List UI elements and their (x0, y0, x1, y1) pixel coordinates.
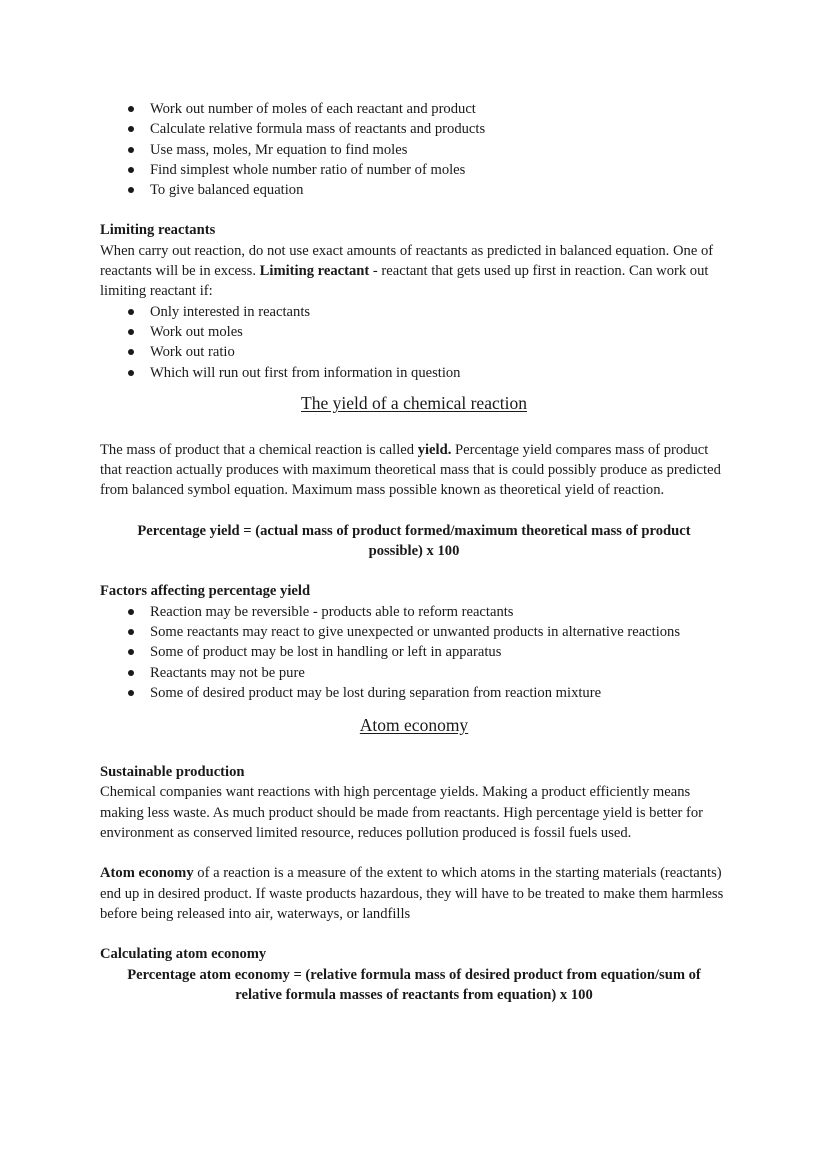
list-item: Find simplest whole number ratio of number of moles (100, 160, 728, 180)
percentage-yield-formula: Percentage yield = (actual mass of product formed/maximum theoretical mass of product possible) x 100 (137, 522, 691, 560)
list-item: Work out number of moles of each reactant and product (100, 99, 728, 119)
yield-paragraph (100, 440, 728, 501)
list-item: Only interested in reactants (100, 302, 728, 322)
list-item: Work out moles (100, 322, 728, 342)
atom-economy-term: Atom economy (100, 865, 194, 882)
limiting-text-2: - reactant that gets used up first in reaction. Can work out limiting reactant if: (100, 263, 709, 300)
intro-bullet-list (100, 99, 728, 200)
list-item: Calculate relative formula mass of reactants and products (100, 119, 728, 139)
calculating-atom-economy-title: Calculating atom economy (100, 946, 267, 963)
limiting-text-1: When carry out reaction, do not use exact amounts of reactants as predicted in balanced equation. One of reactants will be in excess. (100, 242, 714, 280)
yield-term: yield. (417, 441, 452, 458)
list-item: Some of product may be lost in handling or left in apparatus (100, 642, 728, 662)
sustainable-production-paragraph: Chemical companies want reactions with high percentage yields. Making a product efficiently means making less waste. As much product should be made from reactants. High percentage yield is better for environment as conserved limited resource, reduces pollution produced is fossil fuels used. (100, 784, 704, 842)
list-item: Reaction may be reversible - products able to reform reactants (100, 602, 728, 622)
list-item: Use mass, moles, Mr equation to find moles (100, 140, 728, 160)
document-page (100, 99, 728, 1005)
limiting-reactants-paragraph (100, 241, 728, 302)
list-item: Work out ratio (100, 342, 728, 362)
list-item: Some of desired product may be lost during separation from reaction mixture (100, 683, 728, 703)
limiting-bullet-list (100, 302, 728, 383)
atom-economy-definition: of a reaction is a measure of the extent to which atoms in the starting materials (reactants) end up in desired product. If waste products hazardous, they will have to be treated to make them harmless before being released into air, waterways, or landfills (100, 865, 724, 922)
list-item: Some reactants may react to give unexpected or unwanted products in alternative reactions (100, 622, 728, 642)
yield-text-1: The mass of product that a chemical reaction is called (100, 441, 418, 458)
atom-economy-heading: Atom economy (359, 715, 469, 736)
list-item: Reactants may not be pure (100, 663, 728, 683)
factors-bullet-list (100, 602, 728, 703)
yield-text-2: Percentage yield compares mass of product that reaction actually produces with maximum theoretical mass that is could possibly produce as predicted from balanced symbol equation. Maximum mass possible known as theoretical yield of reaction. (100, 441, 721, 499)
factors-title: Factors affecting percentage yield (100, 583, 311, 600)
list-item: Which will run out first from information in question (100, 363, 728, 383)
yield-heading: The yield of a chemical reaction (301, 392, 527, 413)
atom-economy-formula: Percentage atom economy = (relative formula mass of desired product from equation/sum of relative formula masses of reactants from equation) x 100 (127, 966, 701, 1003)
limiting-reactants-title: Limiting reactants (100, 222, 216, 239)
list-item: To give balanced equation (100, 180, 728, 200)
sustainable-production-title: Sustainable production (100, 764, 245, 781)
atom-economy-paragraph (100, 863, 728, 924)
limiting-reactant-term: Limiting reactant (259, 263, 370, 280)
